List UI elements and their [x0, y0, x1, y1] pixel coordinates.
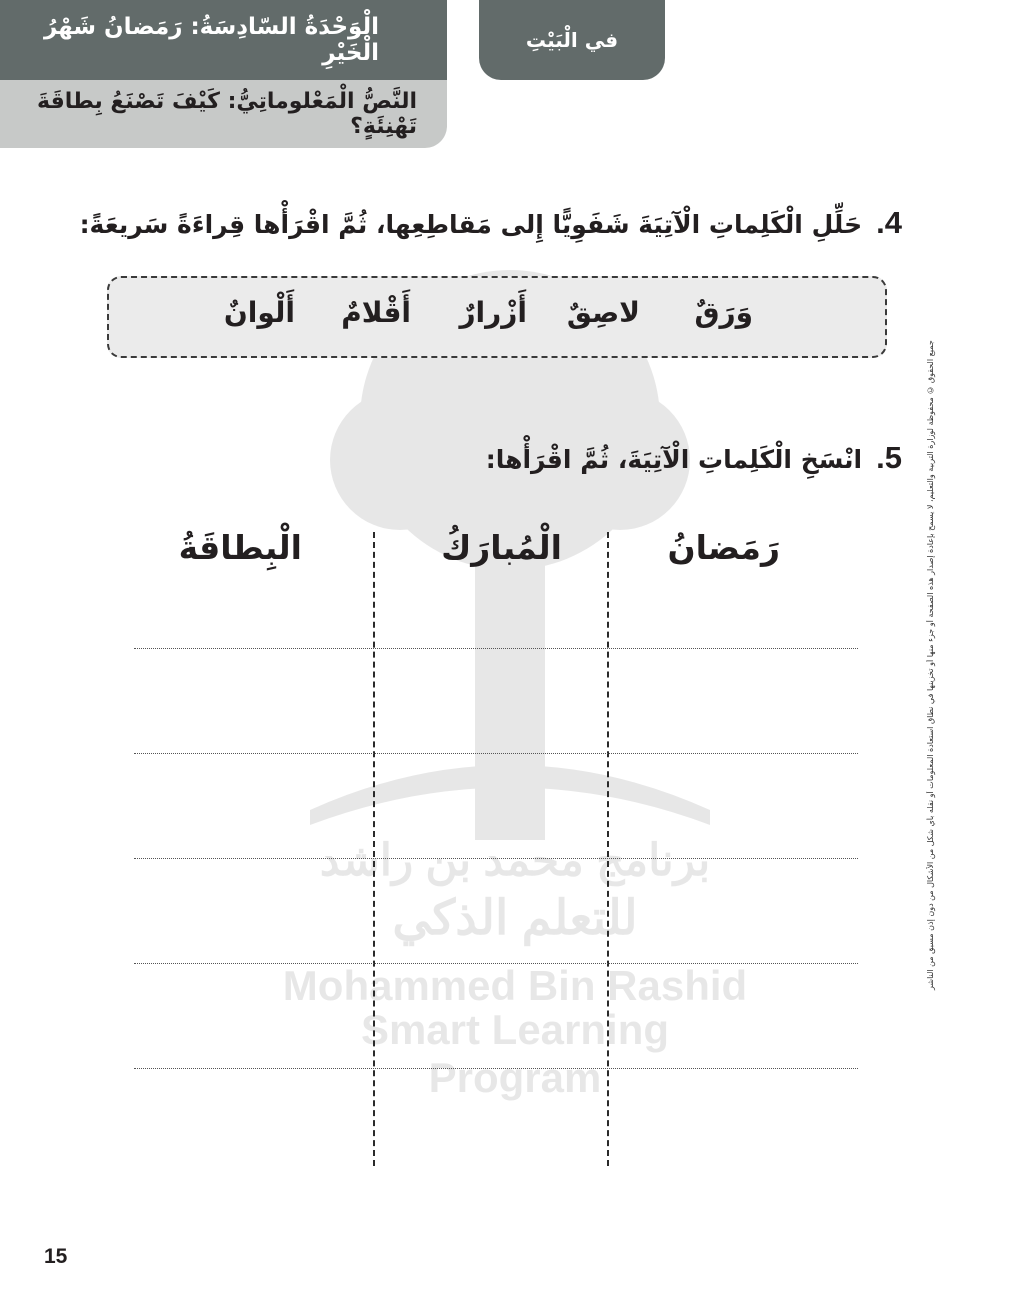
tree-logo-icon: [250, 250, 770, 1070]
writing-line[interactable]: [134, 963, 858, 964]
lesson-title: النَّصُّ الْمَعْلوماتِيُّ: كَيْفَ تَصْنَعُ بِطاقَةَ تَهْنِئَةٍ؟: [37, 89, 417, 139]
unit-title: الْوَحْدَةُ السّادِسَةُ: رَمَضانُ شَهْرُ الْخَيْرِ: [0, 0, 447, 80]
question-4-number: 4.: [876, 205, 902, 240]
watermark-arabic-line2: للتعلم الذكي: [392, 892, 638, 945]
watermark-arabic-line1: برنامج محمد بن راشد: [319, 836, 711, 885]
page-number: 15: [44, 1245, 68, 1268]
writing-line[interactable]: [134, 753, 858, 754]
writing-line[interactable]: [134, 648, 858, 649]
column-heading-ramadan: رَمَضانُ: [667, 528, 780, 567]
question-4-text: حَلِّلِ الْكَلِماتِ الْآتِيَةَ شَفَوِيًّا إِلى مَقاطِعِها، ثُمَّ اقْرَأْها قِراءَةً سَريعَةً:: [79, 210, 863, 239]
writing-line[interactable]: [134, 1068, 858, 1069]
question-5: [486, 440, 902, 476]
watermark-english-line1: Mohammed Bin Rashid: [282, 962, 748, 1009]
word-item: لاصِقٌ: [566, 296, 640, 329]
question-5-text: انْسَخِ الْكَلِماتِ الْآتِيَةَ، ثُمَّ اقْرَأْها:: [485, 445, 863, 474]
question-4: [80, 205, 902, 241]
writing-line[interactable]: [134, 858, 858, 859]
word-item: أَقْلامٌ: [341, 296, 411, 329]
word-box: [107, 276, 887, 358]
column-divider: [373, 532, 375, 1166]
column-heading-almubarak: الْمُبارَكُ: [441, 528, 562, 567]
home-tab: في الْبَيْتِ: [479, 0, 665, 80]
unit-header: [0, 0, 447, 148]
word-item: أَزْرارٌ: [459, 296, 527, 329]
program-watermark-logo: [250, 250, 770, 1101]
question-5-number: 5.: [876, 440, 902, 475]
copyright-note: جميع الحقوق © محفوظة لوزارة التربية والتعليم، لا يسمح بإعادة إصدار هذه الصفحة أو جزء منها أو تخزينها في نطاق استعادة المعلومات أو نقله بأي شكل من الأشكال من دون إذن مسبق من الناشر: [926, 340, 935, 990]
column-divider: [607, 532, 609, 1166]
watermark-english-line2: Smart Learning Program: [360, 1006, 670, 1101]
word-item: أَلْوانٌ: [223, 296, 295, 329]
column-heading-albitaqa: الْبِطاقَةُ: [178, 528, 302, 567]
word-item: وَرَقٌ: [694, 296, 753, 329]
